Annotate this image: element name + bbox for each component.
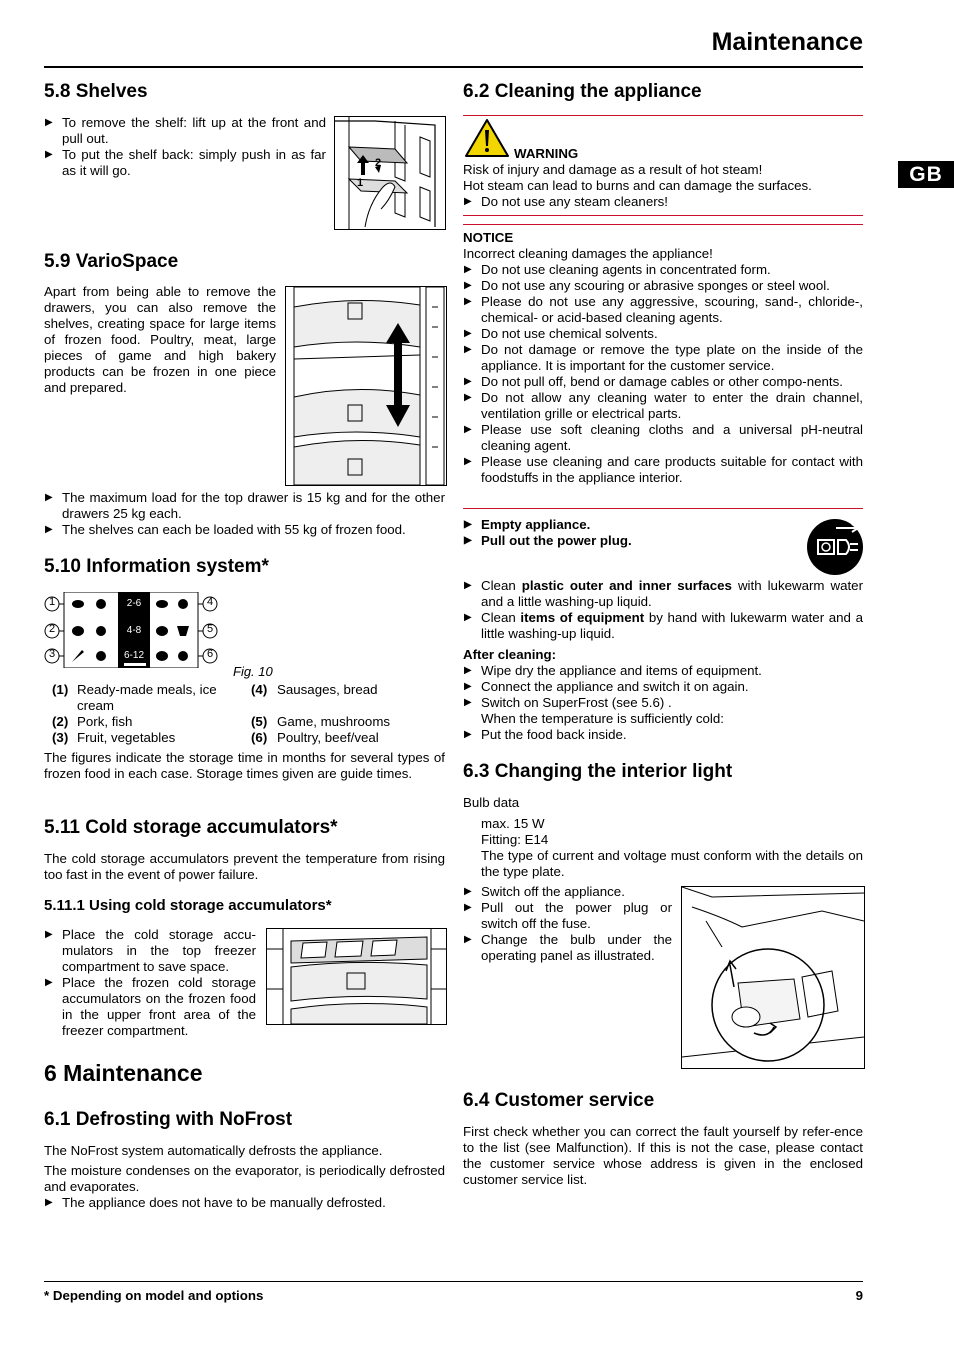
- shelves-bullets: [44, 115, 326, 179]
- list-item: ▶ Connect the appliance and switch it on again.: [463, 679, 863, 695]
- panel-number: 4: [206, 596, 214, 608]
- list-item: ▶ Put the food back inside.: [463, 727, 863, 743]
- warning-line: Hot steam can lead to burns and can damage the surfaces.: [463, 178, 812, 193]
- legend-text: Fruit, vegetables: [77, 730, 176, 745]
- after-cleaning-bullets: [463, 663, 863, 711]
- storage-months: 6-12: [123, 650, 144, 661]
- section-heading-6-1: 6.1 Defrosting with NoFrost: [44, 1109, 293, 1130]
- panel-number: 6: [206, 648, 214, 660]
- after-cleaning-last: [463, 727, 863, 743]
- warning-bottom-rule: [463, 215, 863, 216]
- section-heading-5-8: 5.8 Shelves: [44, 81, 148, 102]
- list-item: ▶ Clean items of equipment by hand with lukewarm water and a little washing-up liquid.: [463, 610, 863, 642]
- figure-caption: Fig. 10: [233, 664, 273, 679]
- food-legend: [44, 682, 445, 746]
- panel-number: 1: [48, 596, 56, 608]
- accumulator-figure: [266, 928, 447, 1025]
- list-item: ▶ The shelves can each be loaded with 55 kg of frozen food.: [44, 522, 445, 538]
- list-item: ▶ Pull out the power plug or switch off the fuse.: [463, 900, 672, 932]
- legend-number: (6): [251, 730, 268, 745]
- panel-number: 5: [206, 623, 214, 635]
- footer-note: * Depending on model and options: [44, 1288, 264, 1303]
- list-item: ▶ To remove the shelf: lift up at the front and pull out.: [44, 115, 326, 147]
- section-heading-6-4: 6.4 Customer service: [463, 1090, 655, 1111]
- legend-text: Game, mushrooms: [277, 714, 391, 729]
- list-item: ▶ Switch on SuperFrost (see 5.6) .: [463, 695, 863, 711]
- notice-line: Incorrect cleaning damages the appliance!: [463, 246, 713, 261]
- list-item: ▶ The maximum load for the top drawer is 15 kg and for the other drawers 25 kg each.: [44, 490, 445, 522]
- list-item: ▶ Please use cleaning and care products suitable for contact with foodstuffs in the appliance interior.: [463, 454, 863, 486]
- list-item: ▶ Do not pull off, bend or damage cables or other compo-nents.: [463, 374, 863, 390]
- panel-number: 3: [48, 648, 56, 660]
- section-heading-6-3: 6.3 Changing the interior light: [463, 761, 733, 782]
- legend-text: Sausages, bread: [277, 682, 378, 697]
- section-heading-5-11: 5.11 Cold storage accumulators*: [44, 817, 338, 838]
- list-item: ▶ To put the shelf back: simply push in as far as it will go.: [44, 147, 326, 179]
- nofrost-text-1: The NoFrost system automatically defrosts the appliance.: [44, 1143, 383, 1158]
- list-item: ▶ Place the frozen cold storage accumulators on the frozen food in the upper front area of the freezer compartment.: [44, 975, 256, 1039]
- storage-months: 2-6: [126, 598, 142, 609]
- list-item: ▶ Please use soft cleaning cloths and a universal pH-neutral cleaning agent.: [463, 422, 863, 454]
- warning-title: WARNING: [514, 146, 579, 161]
- section-heading-5-9: 5.9 VarioSpace: [44, 251, 179, 272]
- list-item: ▶ Change the bulb under the operating panel as illustrated.: [463, 932, 672, 964]
- bulb-data-note: The type of current and voltage must conform with the details on the type plate.: [481, 848, 863, 879]
- list-item: ▶ Wipe dry the appliance and items of equipment.: [463, 663, 863, 679]
- page-title: Maintenance: [711, 28, 863, 56]
- light-change-bullets: [463, 884, 672, 964]
- warning-line: Risk of injury and damage as a result of hot steam!: [463, 162, 763, 177]
- legend-number: (5): [251, 714, 268, 729]
- variospace-figure: [285, 286, 447, 486]
- bulb-change-figure: [681, 886, 865, 1069]
- list-item: ▶ Do not use any scouring or abrasive sponges or steel wool.: [463, 278, 863, 294]
- variospace-intro: Apart from being able to remove the drawers, you can also remove the shelves, creating space for large items of frozen food. Poultry, meat, large pieces of game and high bakery products can be frozen in one piece and prepared.: [44, 284, 276, 395]
- legend-text: Pork, fish: [77, 714, 133, 729]
- language-tab: GB: [898, 161, 954, 188]
- legend-number: (3): [52, 730, 69, 745]
- legend-number: (1): [52, 682, 69, 697]
- nofrost-bullets: [44, 1195, 445, 1211]
- list-item: ▶ The appliance does not have to be manually defrosted.: [44, 1195, 445, 1211]
- preparation-steps: [463, 517, 793, 549]
- footer-rule: [44, 1281, 863, 1282]
- cold-storage-bullets: [44, 927, 256, 1039]
- list-item: ▶ Clean plastic outer and inner surfaces with lukewarm water and a little washing-up liquid.: [463, 578, 863, 610]
- list-item: ▶ Do not use any steam cleaners!: [463, 194, 863, 210]
- header-rule: [44, 66, 863, 68]
- section-heading-5-10: 5.10 Information system*: [44, 556, 269, 577]
- list-item: ▶ Do not use cleaning agents in concentrated form.: [463, 262, 863, 278]
- list-item: ▶ Pull out the power plug.: [463, 533, 793, 549]
- notice-title: NOTICE: [463, 230, 514, 245]
- warning-top-rule: [463, 115, 863, 116]
- storage-months: 4-8: [126, 625, 142, 636]
- storage-time-note: The figures indicate the storage time in months for several types of frozen food in each case. Storage times given are guide times.: [44, 750, 445, 781]
- cold-storage-text: The cold storage accumulators prevent the temperature from rising too fast in the event of power failure.: [44, 851, 445, 882]
- list-item: ▶ Please do not use any aggressive, scouring, sand-, chloride-, chemical- or acid-based cleaning agents.: [463, 294, 863, 326]
- notice-bullets: [463, 262, 863, 486]
- legend-text: Poultry, beef/veal: [277, 730, 379, 745]
- bulb-data-line: Fitting: E14: [481, 832, 549, 847]
- bulb-data-title: Bulb data: [463, 795, 520, 810]
- warning-icon: [464, 118, 510, 158]
- list-item: ▶ Do not damage or remove the type plate on the inside of the appliance. It is important for the customer service.: [463, 342, 863, 374]
- customer-service-text: First check whether you can correct the fault yourself by refer-ence to the list (see Malfunction). If this is not the case, please contact the customer service whose address is given in the enclosed customer service list.: [463, 1124, 863, 1187]
- cleaning-steps: [463, 578, 863, 642]
- legend-text: Ready-made meals, ice cream: [77, 682, 217, 713]
- legend-number: (4): [251, 682, 268, 697]
- list-item: ▶ Empty appliance.: [463, 517, 793, 533]
- list-item: ▶ Switch off the appliance.: [463, 884, 672, 900]
- variospace-bullets: [44, 490, 445, 538]
- figure-label: 1: [357, 177, 364, 189]
- after-cleaning-note: When the temperature is sufficiently cold:: [481, 711, 724, 726]
- legend-number: (2): [52, 714, 69, 729]
- list-item: ▶ Place the cold storage accu-mulators in the top freezer compartment to save space.: [44, 927, 256, 975]
- list-item: ▶ Do not use chemical solvents.: [463, 326, 863, 342]
- power-plug-icon: [806, 518, 864, 576]
- section-heading-5-11-1: 5.11.1 Using cold storage accumulators*: [44, 897, 332, 914]
- page-number: 9: [855, 1288, 863, 1303]
- list-item: ▶ Do not allow any cleaning water to enter the drain channel, ventilation grille or electrical parts.: [463, 390, 863, 422]
- information-panel-figure: [44, 592, 220, 668]
- notice-top-rule: [463, 224, 863, 225]
- section-heading-6-2: 6.2 Cleaning the appliance: [463, 81, 702, 102]
- chapter-heading-6: 6 Maintenance: [44, 1060, 203, 1086]
- after-cleaning-title: After cleaning:: [463, 647, 557, 662]
- figure-label: 2: [375, 157, 382, 169]
- warning-bullets: [463, 194, 863, 210]
- panel-number: 2: [48, 623, 56, 635]
- notice-bottom-rule: [463, 508, 863, 509]
- shelf-removal-figure: [334, 116, 446, 230]
- bulb-data-line: max. 15 W: [481, 816, 545, 831]
- nofrost-text-2: The moisture condenses on the evaporator, is periodically defrosted and evaporates.: [44, 1163, 445, 1194]
